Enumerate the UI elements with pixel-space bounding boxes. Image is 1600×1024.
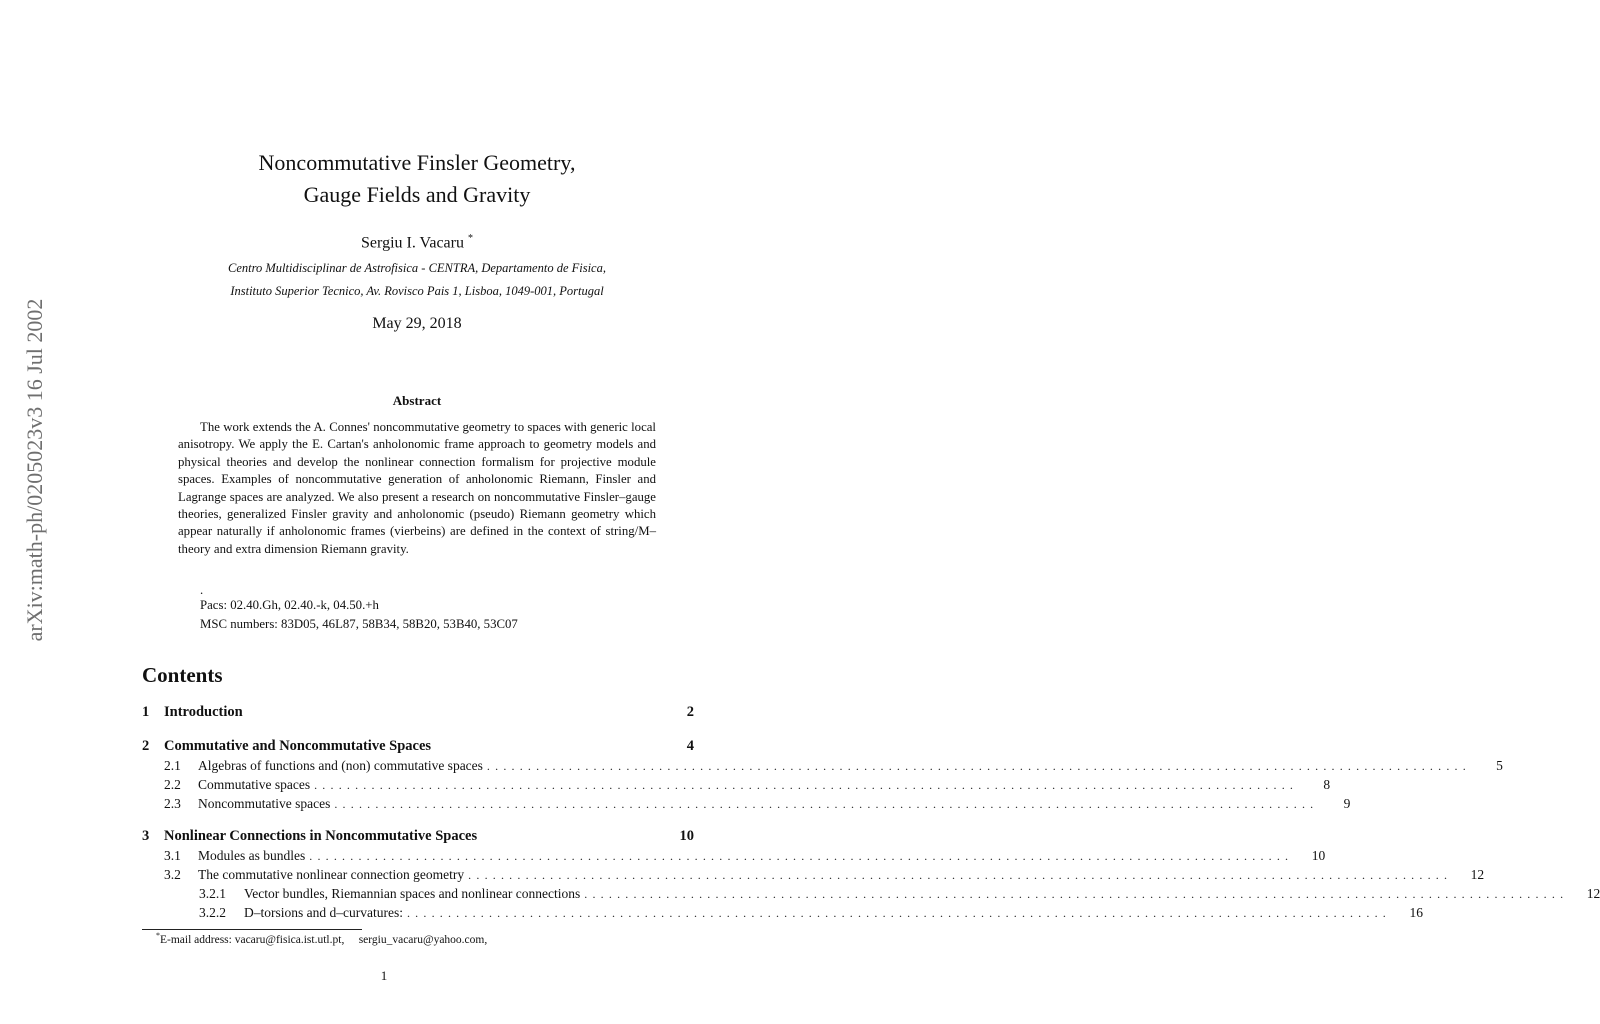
toc-page: 12 xyxy=(1470,867,1485,882)
toc-number: 3.2.2 xyxy=(199,905,226,920)
toc-label: The commutative nonlinear connection geometry xyxy=(198,867,465,882)
toc-label: Introduction xyxy=(164,704,243,720)
toc-label: Noncommutative spaces xyxy=(198,796,331,811)
author-name: Sergiu I. Vacaru xyxy=(361,234,464,252)
toc-entry-subsection[interactable] xyxy=(164,758,1503,776)
toc-entry-subsection[interactable] xyxy=(164,777,1331,795)
toc-number: 1 xyxy=(142,704,150,720)
toc-label: Modules as bundles xyxy=(198,848,306,863)
toc-entry-subsubsection[interactable] xyxy=(199,886,1600,904)
footnote xyxy=(156,931,487,946)
abstract-text: The work extends the A. Connes' noncommutative geometry to spaces with generic local anisotropy. We apply the E. Cartan's anholonomic frame approach to geometry models and physical theories and develop the nonlinear connection formalism for projective module spaces. Examples of noncommutative generation of anholonomic Riemann, Finsler and Lagrange spaces are analyzed. We also present a research on noncommutative Finsler–gauge theories, generalized Finsler gravity and anholonomic (pseudo) Riemann geometry which appear naturally if anholonomic frames (vierbeins) are defined in the context of string/M–theory and extra dimension Riemann gravity. xyxy=(178,420,656,556)
pacs-codes: Pacs: 02.40.Gh, 02.40.-k, 04.50.+h xyxy=(200,598,379,612)
toc-number: 3.2.1 xyxy=(199,886,226,901)
toc-leader-dots: ........................................................................................................................ xyxy=(406,906,1391,920)
toc-label: D–torsions and d–curvatures: xyxy=(244,905,403,920)
toc-number: 3.2 xyxy=(164,867,181,882)
footnote-mark: * xyxy=(156,931,160,940)
paper-date: May 29, 2018 xyxy=(372,315,462,332)
author xyxy=(140,233,694,252)
toc-page: 5 xyxy=(1496,758,1503,773)
abstract-heading: Abstract xyxy=(392,393,442,408)
arxiv-watermark: arXiv:math-ph/0205023v3 16 Jul 2002 xyxy=(22,298,47,642)
codes-dot: . xyxy=(200,583,204,597)
paper-title-line1: Noncommutative Finsler Geometry, xyxy=(258,150,576,175)
toc-leader-dots: ........................................................................................................................ xyxy=(334,797,1319,811)
toc-number: 2 xyxy=(142,738,150,754)
toc-number: 2.3 xyxy=(164,796,181,811)
affiliation xyxy=(140,257,694,303)
toc-number: 3.1 xyxy=(164,848,181,863)
toc-leader-dots: ........................................................................................................................ xyxy=(468,868,1453,882)
classification-codes xyxy=(200,584,518,634)
toc-page: 10 xyxy=(1311,848,1326,863)
toc-page: 2 xyxy=(686,704,694,720)
toc-page: 10 xyxy=(679,828,694,844)
toc-number: 3 xyxy=(142,828,150,844)
msc-codes: MSC numbers: 83D05, 46L87, 58B34, 58B20, 53B40, 53C07 xyxy=(200,617,518,631)
footnote-email: E-mail address: vacaru@fisica.ist.utl.pt, sergiu_vacaru@yahoo.com, xyxy=(160,933,488,946)
toc-leader-dots: ........................................................................................................................ xyxy=(486,759,1471,773)
footnote-rule xyxy=(142,929,362,930)
affiliation-line2: Instituto Superior Tecnico, Av. Rovisco Pais 1, Lisboa, 1049-001, Portugal xyxy=(230,284,604,298)
contents-heading: Contents xyxy=(142,663,223,687)
toc-label: Commutative and Noncommutative Spaces xyxy=(164,738,432,754)
toc-entry-subsubsection[interactable] xyxy=(199,905,1423,923)
toc-label: Vector bundles, Riemannian spaces and nonlinear connections xyxy=(244,886,581,901)
toc-page: 12 xyxy=(1586,886,1600,901)
toc-label: Nonlinear Connections in Noncommutative Spaces xyxy=(164,828,478,844)
toc-entry-section[interactable] xyxy=(142,704,694,724)
toc-page: 4 xyxy=(686,738,694,754)
toc-page: 9 xyxy=(1343,796,1351,811)
toc-number: 2.2 xyxy=(164,777,181,792)
toc-leader-dots: ........................................................................................................................ xyxy=(314,778,1299,792)
page-number: 1 xyxy=(380,968,388,983)
author-footnote-mark: * xyxy=(467,233,473,244)
toc-entry-subsection[interactable] xyxy=(164,848,1326,866)
toc-label: Commutative spaces xyxy=(198,777,311,792)
toc-entry-subsection[interactable] xyxy=(164,796,1351,814)
toc-page: 8 xyxy=(1323,777,1331,792)
toc-number: 2.1 xyxy=(164,758,181,773)
toc-entry-section[interactable] xyxy=(142,828,694,848)
toc-leader-dots: ........................................................................................................................ xyxy=(309,849,1294,863)
toc-entry-subsection[interactable] xyxy=(164,867,1485,885)
toc-page: 16 xyxy=(1409,905,1423,920)
paper-title-line2: Gauge Fields and Gravity xyxy=(303,182,531,207)
toc-leader-dots: ........................................................................................................................ xyxy=(584,887,1569,901)
affiliation-line1: Centro Multidisciplinar de Astrofisica - CENTRA, Departamento de Fisica, xyxy=(228,261,606,275)
toc-label: Algebras of functions and (non) commutative spaces xyxy=(198,758,483,773)
toc-entry-section[interactable] xyxy=(142,738,694,758)
